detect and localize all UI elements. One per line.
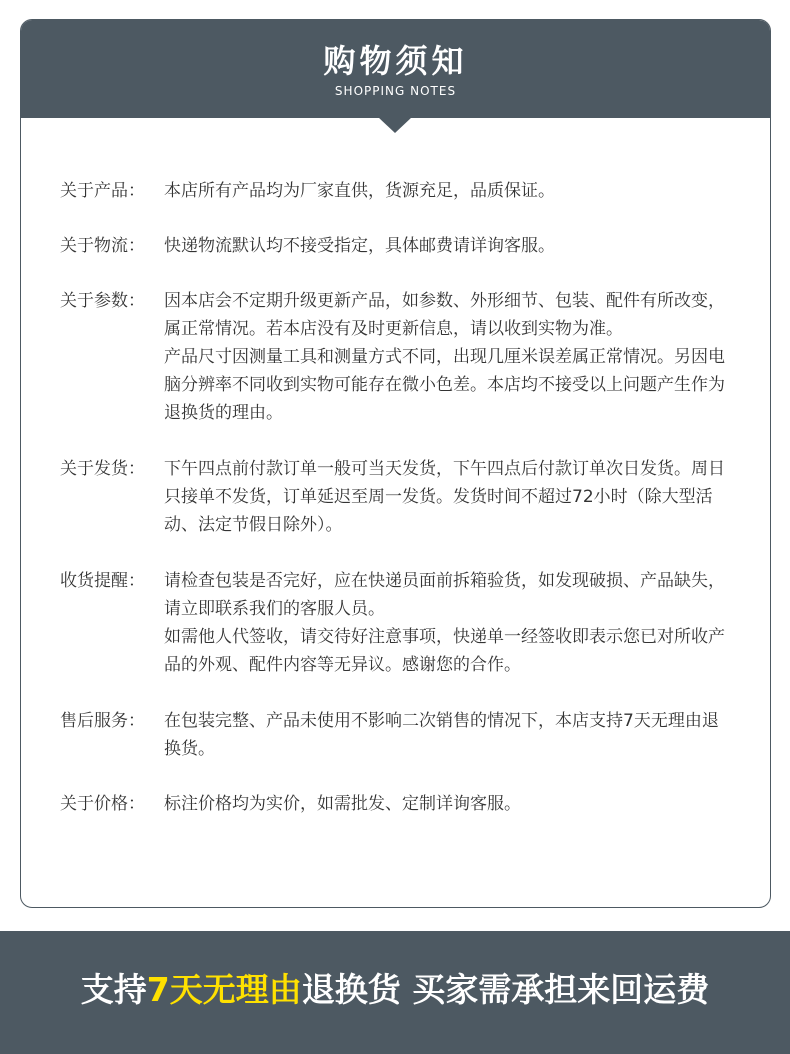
page-subtitle: SHOPPING NOTES bbox=[334, 84, 457, 98]
note-body bbox=[164, 232, 730, 260]
note-text: 快递物流默认均不接受指定，具体邮费请详询客服。 bbox=[164, 236, 555, 256]
note-body bbox=[164, 567, 730, 679]
note-text: 产品尺寸因测量工具和测量方式不同，出现几厘米误差属正常情况。另因电脑分辨率不同收到实物可能存在微小色差。本店均不接受以上问题产生作为退换货的理由。 bbox=[164, 347, 725, 423]
note-label: 关于产品： bbox=[60, 181, 145, 201]
note-body bbox=[164, 177, 730, 205]
note-text: 本店所有产品均为厂家直供，货源充足，品质保证。 bbox=[164, 181, 555, 201]
notes-list bbox=[60, 177, 730, 818]
note-label: 关于参数： bbox=[60, 291, 145, 311]
banner-highlight: 7天无理由 bbox=[146, 970, 302, 1009]
note-text: 如需他人代签收，请交待好注意事项，快递单一经签收即表示您已对所收产品的外观、配件内容等无异议。感谢您的合作。 bbox=[164, 627, 725, 675]
page-title: 购物须知 bbox=[323, 42, 468, 80]
banner-prefix: 支持 bbox=[80, 970, 147, 1009]
header-pointer-notch bbox=[378, 117, 412, 133]
shopping-notes-card bbox=[20, 19, 771, 908]
note-label: 关于物流： bbox=[60, 236, 145, 256]
return-policy-banner bbox=[0, 931, 790, 1054]
note-body bbox=[164, 287, 730, 427]
banner-suffix: 退换货 买家需承担来回运费 bbox=[301, 970, 710, 1009]
note-text: 请检查包装是否完好，应在快递员面前拆箱验货，如发现破损、产品缺失，请立即联系我们的客服人员。 bbox=[164, 571, 725, 619]
note-body bbox=[164, 707, 730, 763]
note-parameters bbox=[60, 287, 730, 427]
note-receiving bbox=[60, 567, 730, 679]
note-label: 关于价格： bbox=[60, 794, 145, 814]
note-text: 在包装完整、产品未使用不影响二次销售的情况下，本店支持7天无理由退换货。 bbox=[164, 711, 719, 759]
banner-text bbox=[0, 968, 790, 1012]
note-body bbox=[164, 455, 730, 539]
card-header bbox=[21, 20, 770, 118]
note-logistics bbox=[60, 232, 730, 260]
note-body bbox=[164, 790, 730, 818]
note-product bbox=[60, 177, 730, 205]
note-price bbox=[60, 790, 730, 818]
note-text: 因本店会不定期升级更新产品，如参数、外形细节、包装、配件有所改变，属正常情况。若本店没有及时更新信息，请以收到实物为准。 bbox=[164, 291, 725, 339]
note-label: 售后服务： bbox=[60, 711, 145, 731]
note-shipping bbox=[60, 455, 730, 539]
note-text: 下午四点前付款订单一般可当天发货，下午四点后付款订单次日发货。周日只接单不发货，订单延迟至周一发货。发货时间不超过72小时（除大型活动、法定节假日除外）。 bbox=[164, 459, 725, 535]
note-after-sales bbox=[60, 707, 730, 763]
note-text: 标注价格均为实价，如需批发、定制详询客服。 bbox=[164, 794, 521, 814]
note-label: 收货提醒： bbox=[60, 571, 145, 591]
note-label: 关于发货： bbox=[60, 459, 145, 479]
